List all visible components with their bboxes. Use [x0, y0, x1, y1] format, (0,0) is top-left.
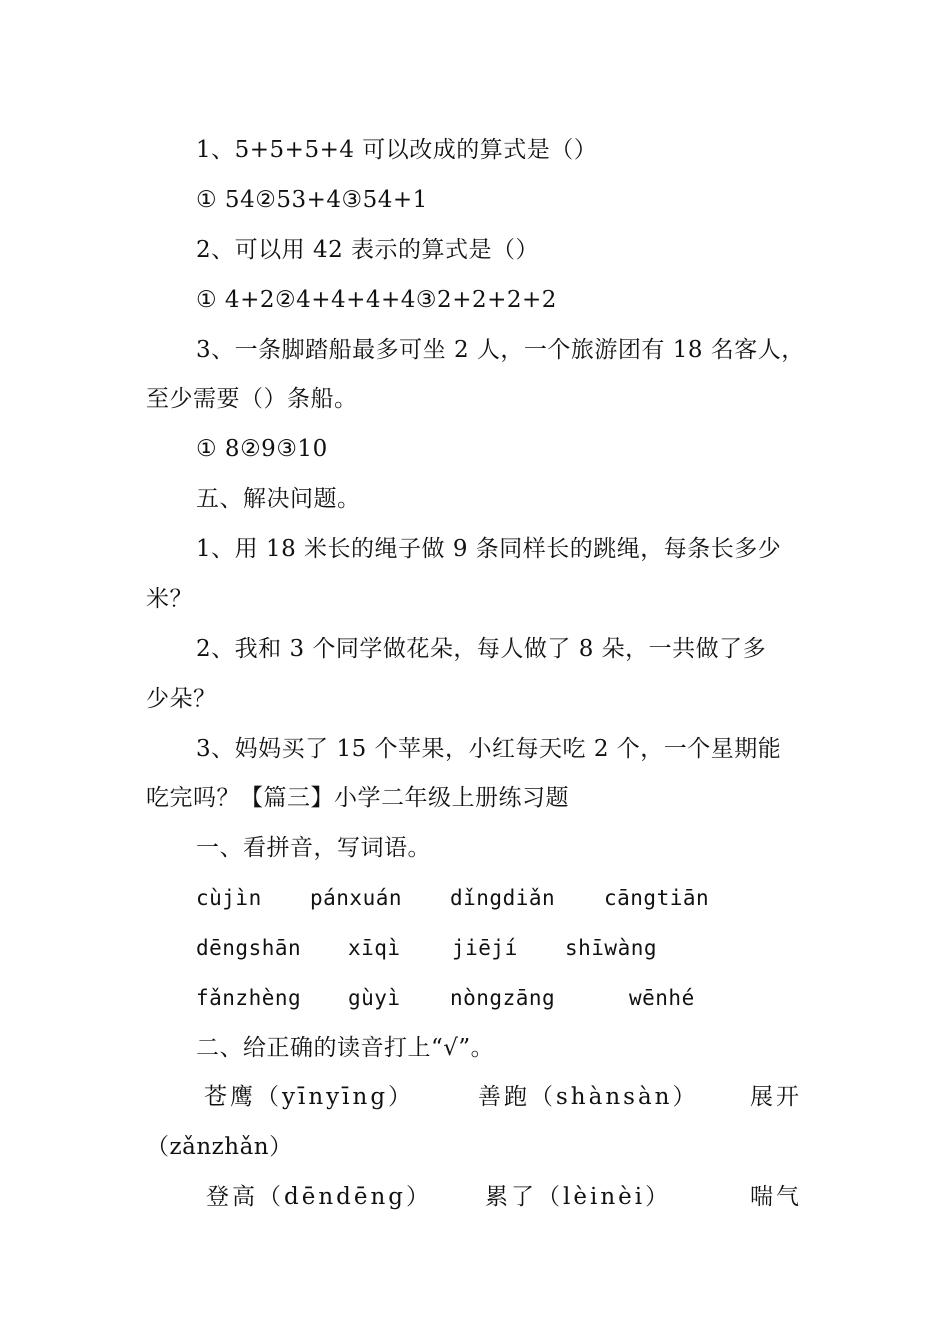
question-4-3-line-2: 至少需要（）条船。 [146, 386, 358, 412]
pinyin-word: cùjìn [196, 886, 262, 910]
section-5-heading: 五、解决问题。 [196, 486, 361, 512]
pinyin-word: wēnhé [629, 986, 695, 1010]
pinyin-word: jiējí [452, 936, 518, 960]
pinyin-word: nòngzāng [450, 986, 556, 1010]
problem-5-3-line-1: 3、妈妈买了 15 个苹果，小红每天吃 2 个，一个星期能 [196, 736, 782, 762]
pinyin-word: pánxuán [310, 886, 403, 910]
pinyin-word: dǐngdiǎn [450, 886, 556, 910]
reading-item: 展开 [750, 1084, 802, 1110]
pinyin-word: dēngshān [196, 936, 302, 960]
part-2-heading: 二、给正确的读音打上“√”。 [196, 1035, 495, 1061]
question-4-2-options: ① 4+2②4+4+4+4③2+2+2+2 [196, 287, 557, 313]
question-4-1-options: ① 54②53+4③54+1 [196, 187, 428, 213]
reading-item: 累了（lèinèi） [485, 1184, 672, 1210]
pinyin-word: fǎnzhèng [196, 986, 302, 1010]
question-4-2: 2、可以用 42 表示的算式是（） [196, 237, 540, 263]
question-4-1: 1、5+5+5+4 可以改成的算式是（） [196, 137, 598, 163]
question-4-3-options: ① 8②9③10 [196, 436, 328, 462]
pinyin-word: shīwàng [565, 936, 658, 960]
reading-row-continuation: （zǎnzhǎn） [146, 1134, 293, 1160]
problem-5-1-line-2: 米？ [146, 586, 193, 612]
pinyin-word: xīqì [348, 936, 401, 960]
pinyin-word: gùyì [348, 986, 401, 1010]
reading-item: 苍鹰（yīnyīng） [204, 1084, 415, 1110]
problem-5-1-line-1: 1、用 18 米长的绳子做 9 条同样长的跳绳，每条长多少 [196, 536, 782, 562]
problem-5-3-line-2: 吃完吗？【篇三】小学二年级上册练习题 [146, 785, 569, 811]
question-4-3-line-1: 3、一条脚踏船最多可坐 2 人，一个旅游团有 18 名客人， [196, 337, 805, 363]
problem-5-2-line-1: 2、我和 3 个同学做花朵，每人做了 8 朵，一共做了多 [196, 636, 767, 662]
pinyin-word: cāngtiān [604, 886, 710, 910]
reading-item: 喘气 [750, 1184, 802, 1210]
problem-5-2-line-2: 少朵？ [146, 686, 217, 712]
part-1-heading: 一、看拼音，写词语。 [196, 835, 431, 861]
reading-item: 登高（dēndēng） [206, 1184, 433, 1210]
reading-item: 善跑（shànsàn） [478, 1084, 699, 1110]
